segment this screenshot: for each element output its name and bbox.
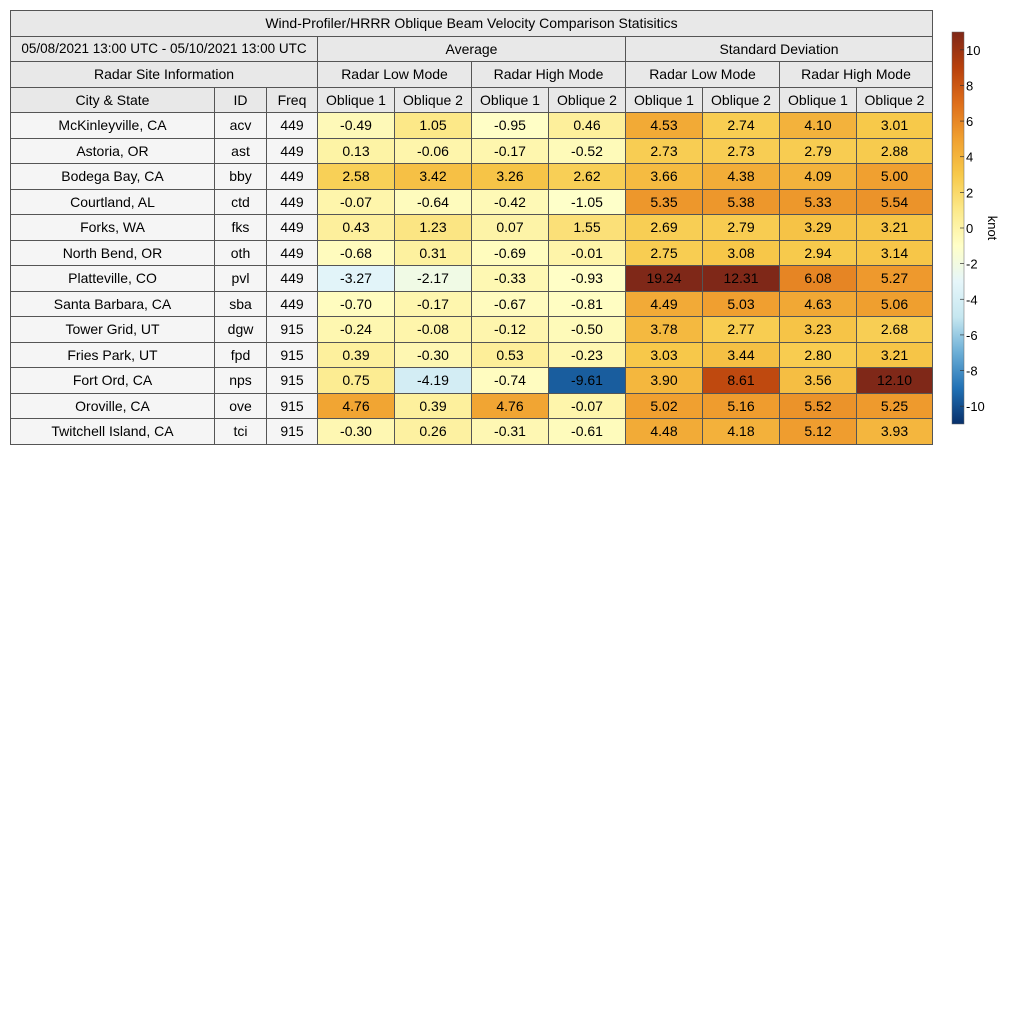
cell-id: acv: [215, 113, 267, 139]
cell-stddev: 2.74: [703, 113, 780, 139]
cell-stddev: 5.27: [857, 266, 933, 292]
col-header-oblique: Oblique 1: [318, 87, 395, 113]
colorbar-tick-label: -10: [966, 399, 985, 415]
table-row: [11, 164, 933, 190]
cell-stddev: 2.68: [857, 317, 933, 343]
cell-average: -0.06: [395, 138, 472, 164]
cell-stddev: 3.44: [703, 342, 780, 368]
cell-city: Forks, WA: [11, 215, 215, 241]
average-group-header: Average: [318, 36, 626, 62]
cell-freq: 449: [267, 215, 318, 241]
cell-stddev: 4.18: [703, 419, 780, 445]
cell-stddev: 4.10: [780, 113, 857, 139]
cell-average: 0.13: [318, 138, 395, 164]
cell-stddev: 3.66: [626, 164, 703, 190]
colorbar-tick-label: 4: [966, 149, 974, 165]
table-row: [11, 419, 933, 445]
cell-average: -1.05: [549, 189, 626, 215]
cell-stddev: 2.94: [780, 240, 857, 266]
cell-city: Oroville, CA: [11, 393, 215, 419]
col-header-oblique: Oblique 1: [626, 87, 703, 113]
cell-average: 0.46: [549, 113, 626, 139]
cell-stddev: 3.08: [703, 240, 780, 266]
cell-stddev: 2.80: [780, 342, 857, 368]
cell-average: -0.24: [318, 317, 395, 343]
table-row: [11, 138, 933, 164]
colorbar-tick-label: 2: [966, 185, 974, 201]
table-row: [11, 291, 933, 317]
cell-id: nps: [215, 368, 267, 394]
colorbar-tick-label: -2: [966, 256, 978, 272]
cell-stddev: 4.49: [626, 291, 703, 317]
cell-city: Santa Barbara, CA: [11, 291, 215, 317]
col-header-city: City & State: [11, 87, 215, 113]
cell-city: Astoria, OR: [11, 138, 215, 164]
cell-stddev: 19.24: [626, 266, 703, 292]
colorbar-tick-label: 10: [966, 42, 981, 58]
cell-freq: 449: [267, 164, 318, 190]
colorbar-tick-label: -4: [966, 292, 978, 308]
cell-stddev: 5.16: [703, 393, 780, 419]
cell-stddev: 2.79: [780, 138, 857, 164]
cell-average: 0.39: [395, 393, 472, 419]
cell-freq: 915: [267, 368, 318, 394]
cell-average: -0.50: [549, 317, 626, 343]
colorbar-tick-label: -8: [966, 363, 978, 379]
cell-average: -2.17: [395, 266, 472, 292]
cell-average: 0.53: [472, 342, 549, 368]
table-body: [11, 113, 933, 445]
cell-average: -0.01: [549, 240, 626, 266]
cell-average: -0.12: [472, 317, 549, 343]
cell-stddev: 4.48: [626, 419, 703, 445]
cell-stddev: 3.56: [780, 368, 857, 394]
cell-average: -9.61: [549, 368, 626, 394]
colorbar-tick-label: 0: [966, 221, 974, 236]
cell-stddev: 2.88: [857, 138, 933, 164]
cell-id: tci: [215, 419, 267, 445]
cell-average: 0.26: [395, 419, 472, 445]
cell-stddev: 2.73: [626, 138, 703, 164]
cell-city: Bodega Bay, CA: [11, 164, 215, 190]
table-row: [11, 240, 933, 266]
cell-stddev: 4.63: [780, 291, 857, 317]
table-row: [11, 113, 933, 139]
cell-freq: 449: [267, 113, 318, 139]
cell-average: -0.31: [472, 419, 549, 445]
cell-average: 1.23: [395, 215, 472, 241]
cell-id: ctd: [215, 189, 267, 215]
cell-freq: 915: [267, 342, 318, 368]
cell-average: 1.55: [549, 215, 626, 241]
colorbar-tick-label: 6: [966, 114, 974, 130]
cell-stddev: 12.10: [857, 368, 933, 394]
cell-stddev: 5.35: [626, 189, 703, 215]
cell-freq: 449: [267, 240, 318, 266]
cell-stddev: 2.75: [626, 240, 703, 266]
table-row: [11, 215, 933, 241]
cell-average: 2.58: [318, 164, 395, 190]
col-header-oblique: Oblique 2: [549, 87, 626, 113]
cell-id: ast: [215, 138, 267, 164]
cell-stddev: 3.01: [857, 113, 933, 139]
cell-stddev: 3.78: [626, 317, 703, 343]
cell-average: -0.68: [318, 240, 395, 266]
cell-id: bby: [215, 164, 267, 190]
colorbar: [950, 30, 1020, 430]
cell-stddev: 3.14: [857, 240, 933, 266]
cell-stddev: 2.69: [626, 215, 703, 241]
table-row: [11, 189, 933, 215]
cell-stddev: 5.03: [703, 291, 780, 317]
cell-average: -0.67: [472, 291, 549, 317]
cell-freq: 915: [267, 393, 318, 419]
cell-stddev: 3.03: [626, 342, 703, 368]
cell-stddev: 12.31: [703, 266, 780, 292]
cell-id: pvl: [215, 266, 267, 292]
cell-stddev: 5.54: [857, 189, 933, 215]
cell-city: Twitchell Island, CA: [11, 419, 215, 445]
table-row: [11, 368, 933, 394]
cell-average: 0.07: [472, 215, 549, 241]
cell-stddev: 3.21: [857, 342, 933, 368]
cell-average: -0.70: [318, 291, 395, 317]
cell-average: 4.76: [472, 393, 549, 419]
cell-stddev: 8.61: [703, 368, 780, 394]
cell-freq: 915: [267, 419, 318, 445]
cell-city: Courtland, AL: [11, 189, 215, 215]
cell-stddev: 5.02: [626, 393, 703, 419]
cell-average: -0.69: [472, 240, 549, 266]
cell-stddev: 4.09: [780, 164, 857, 190]
cell-freq: 449: [267, 138, 318, 164]
colorbar-tick-label: -6: [966, 327, 978, 343]
cell-average: -0.61: [549, 419, 626, 445]
cell-average: -0.17: [472, 138, 549, 164]
table-title: Wind-Profiler/HRRR Oblique Beam Velocity Comparison Statisitics: [11, 11, 933, 37]
cell-id: dgw: [215, 317, 267, 343]
table-row: [11, 393, 933, 419]
cell-stddev: 3.23: [780, 317, 857, 343]
date-range: 05/08/2021 13:00 UTC - 05/10/2021 13:00 UTC: [11, 36, 318, 62]
cell-average: -0.23: [549, 342, 626, 368]
std-low-mode-header: Radar Low Mode: [626, 62, 780, 88]
cell-stddev: 3.90: [626, 368, 703, 394]
cell-average: -4.19: [395, 368, 472, 394]
cell-average: -3.27: [318, 266, 395, 292]
cell-id: oth: [215, 240, 267, 266]
table-row: [11, 317, 933, 343]
col-header-oblique: Oblique 1: [472, 87, 549, 113]
avg-high-mode-header: Radar High Mode: [472, 62, 626, 88]
cell-average: 0.43: [318, 215, 395, 241]
cell-average: 0.39: [318, 342, 395, 368]
cell-average: -0.64: [395, 189, 472, 215]
col-header-freq: Freq: [267, 87, 318, 113]
cell-stddev: 2.77: [703, 317, 780, 343]
cell-average: 4.76: [318, 393, 395, 419]
cell-stddev: 5.25: [857, 393, 933, 419]
cell-stddev: 2.73: [703, 138, 780, 164]
cell-average: -0.93: [549, 266, 626, 292]
cell-average: -0.49: [318, 113, 395, 139]
cell-city: McKinleyville, CA: [11, 113, 215, 139]
cell-average: -0.33: [472, 266, 549, 292]
std-high-mode-header: Radar High Mode: [780, 62, 933, 88]
stddev-group-header: Standard Deviation: [626, 36, 933, 62]
cell-average: -0.08: [395, 317, 472, 343]
cell-average: -0.30: [318, 419, 395, 445]
cell-average: -0.81: [549, 291, 626, 317]
cell-city: North Bend, OR: [11, 240, 215, 266]
cell-stddev: 2.79: [703, 215, 780, 241]
cell-average: -0.74: [472, 368, 549, 394]
statistics-table: [10, 10, 933, 445]
cell-freq: 449: [267, 189, 318, 215]
cell-stddev: 5.38: [703, 189, 780, 215]
col-header-id: ID: [215, 87, 267, 113]
cell-average: -0.52: [549, 138, 626, 164]
table-row: [11, 342, 933, 368]
cell-stddev: 5.12: [780, 419, 857, 445]
cell-stddev: 3.93: [857, 419, 933, 445]
col-header-oblique: Oblique 1: [780, 87, 857, 113]
colorbar-tick-label: 8: [966, 78, 974, 94]
cell-stddev: 3.29: [780, 215, 857, 241]
cell-average: -0.42: [472, 189, 549, 215]
cell-average: -0.07: [549, 393, 626, 419]
cell-average: -0.17: [395, 291, 472, 317]
cell-average: 2.62: [549, 164, 626, 190]
col-header-oblique: Oblique 2: [857, 87, 933, 113]
site-info-header: Radar Site Information: [11, 62, 318, 88]
cell-id: sba: [215, 291, 267, 317]
cell-stddev: 6.08: [780, 266, 857, 292]
cell-freq: 915: [267, 317, 318, 343]
col-header-oblique: Oblique 2: [703, 87, 780, 113]
cell-average: 1.05: [395, 113, 472, 139]
table-row: [11, 266, 933, 292]
cell-city: Fries Park, UT: [11, 342, 215, 368]
cell-id: fks: [215, 215, 267, 241]
cell-stddev: 3.21: [857, 215, 933, 241]
avg-low-mode-header: Radar Low Mode: [318, 62, 472, 88]
cell-freq: 449: [267, 291, 318, 317]
cell-average: 3.26: [472, 164, 549, 190]
cell-stddev: 4.38: [703, 164, 780, 190]
cell-average: 0.75: [318, 368, 395, 394]
cell-stddev: 5.33: [780, 189, 857, 215]
colorbar-label: knot: [985, 215, 1000, 241]
cell-average: -0.95: [472, 113, 549, 139]
cell-average: 0.31: [395, 240, 472, 266]
cell-stddev: 5.06: [857, 291, 933, 317]
cell-city: Platteville, CO: [11, 266, 215, 292]
cell-id: fpd: [215, 342, 267, 368]
cell-id: ove: [215, 393, 267, 419]
cell-stddev: 5.00: [857, 164, 933, 190]
cell-city: Fort Ord, CA: [11, 368, 215, 394]
cell-stddev: 4.53: [626, 113, 703, 139]
col-header-oblique: Oblique 2: [395, 87, 472, 113]
cell-city: Tower Grid, UT: [11, 317, 215, 343]
cell-average: 3.42: [395, 164, 472, 190]
cell-freq: 449: [267, 266, 318, 292]
cell-stddev: 5.52: [780, 393, 857, 419]
cell-average: -0.30: [395, 342, 472, 368]
cell-average: -0.07: [318, 189, 395, 215]
